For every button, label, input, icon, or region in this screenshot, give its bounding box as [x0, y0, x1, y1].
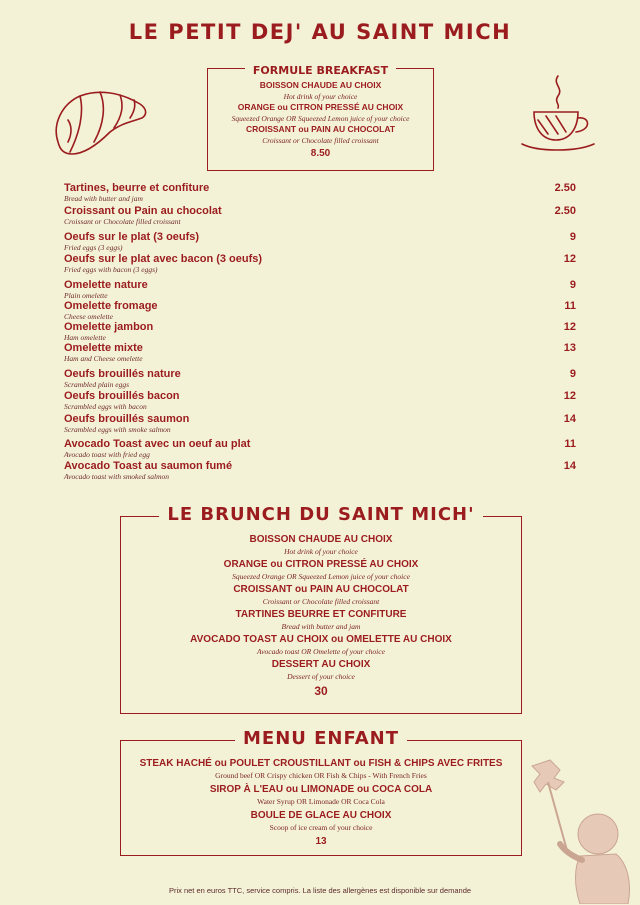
enfant-line-3: BOULE DE GLACE AU CHOIX — [250, 810, 392, 821]
item-price: 12 — [563, 321, 576, 333]
item-translation: Cheese omelette — [64, 312, 113, 321]
list-item — [64, 182, 576, 203]
brunch-line-4: TARTINES BEURRE ET CONFITURE — [235, 609, 407, 620]
item-price: 9 — [569, 279, 576, 291]
enfant-line-2: SIROP À L'EAU ou LIMONADE ou COCA COLA — [209, 784, 433, 795]
item-name: Omelette mixte — [64, 342, 143, 354]
item-name: Omelette nature — [64, 279, 148, 291]
item-name: Oeufs brouillés bacon — [64, 390, 180, 402]
menu-enfant-box — [120, 728, 522, 856]
list-item — [64, 390, 576, 411]
coffee-cup-icon — [518, 72, 598, 154]
item-name: Oeufs sur le plat (3 oeufs) — [64, 231, 200, 243]
brunch-line-5: AVOCADO TOAST AU CHOIX ou OMELETTE AU CHOIX — [190, 634, 452, 645]
item-name: Omelette jambon — [64, 321, 154, 333]
list-item — [64, 279, 576, 300]
formule-line-2-en: Squeezed Orange OR Squeezed Lemon juice of your choice — [231, 114, 410, 123]
item-name: Omelette fromage — [64, 300, 158, 312]
item-translation: Croissant or Chocolate filled croissant — [64, 217, 181, 226]
item-translation: Scrambled eggs with smoke salmon — [64, 425, 171, 434]
formule-line-1: BOISSON CHAUDE AU CHOIX — [259, 80, 382, 90]
enfant-line-3-en: Scoop of ice cream of your choice — [269, 823, 373, 832]
list-item — [64, 342, 576, 363]
item-translation: Bread with butter and jam — [64, 194, 143, 203]
item-name: Croissant ou Pain au chocolat — [64, 205, 222, 217]
item-translation: Ham omelette — [64, 333, 106, 342]
croissant-icon — [50, 84, 150, 164]
item-price: 9 — [569, 231, 576, 243]
list-item — [64, 413, 576, 434]
item-price: 11 — [564, 300, 576, 312]
brunch-line-3-en: Croissant or Chocolate filled croissant — [262, 597, 380, 606]
item-translation: Avocado toast with fried egg — [64, 450, 150, 459]
formule-heading: FORMULE BREAKFAST — [245, 64, 396, 77]
enfant-price: 13 — [315, 836, 327, 847]
item-price: 12 — [563, 253, 576, 265]
brunch-line-1: BOISSON CHAUDE AU CHOIX — [249, 534, 393, 545]
item-price: 13 — [563, 342, 576, 354]
list-item — [64, 438, 576, 459]
formule-line-1-en: Hot drink of your choice — [283, 92, 358, 101]
brunch-line-2: ORANGE ou CITRON PRESSÉ AU CHOIX — [223, 559, 419, 570]
item-translation: Fried eggs with bacon (3 eggs) — [64, 265, 158, 274]
item-translation: Ham and Cheese omelette — [64, 354, 143, 363]
brunch-line-6-en: Dessert of your choice — [287, 672, 355, 681]
child-windmill-icon — [528, 756, 638, 904]
list-item — [64, 321, 576, 342]
item-name: Avocado Toast au saumon fumé — [64, 460, 233, 472]
item-translation: Fried eggs (3 eggs) — [64, 243, 123, 252]
item-name: Tartines, beurre et confiture — [64, 182, 210, 194]
list-item — [64, 300, 576, 321]
footer-note: Prix net en euros TTC, service compris. La liste des allergènes est disponible sur demande — [168, 886, 472, 895]
enfant-line-2-en: Water Syrup OR Limonade OR Coca Cola — [257, 797, 385, 806]
brunch-line-3: CROISSANT ou PAIN AU CHOCOLAT — [233, 584, 409, 595]
item-price: 14 — [563, 460, 576, 472]
item-name: Oeufs brouillés saumon — [64, 413, 190, 425]
list-item — [64, 205, 576, 226]
item-translation: Avocado toast with smoked salmon — [64, 472, 169, 481]
formule-breakfast-box — [207, 64, 434, 171]
item-translation: Plain omelette — [64, 291, 108, 300]
enfant-line-1: STEAK HACHÉ ou POULET CROUSTILLANT ou FISH & CHIPS AVEC FRITES — [139, 758, 503, 769]
brunch-line-1-en: Hot drink of your choice — [284, 547, 358, 556]
brunch-line-5-en: Avocado toast OR Omelette of your choice — [257, 647, 385, 656]
item-price: 2.50 — [554, 205, 576, 217]
item-price: 11 — [564, 438, 576, 450]
brunch-box — [120, 504, 522, 714]
list-item — [64, 231, 576, 252]
list-item — [64, 460, 576, 481]
item-price: 2.50 — [554, 182, 576, 194]
list-item — [64, 253, 576, 274]
formule-line-3: CROISSANT ou PAIN AU CHOCOLAT — [245, 124, 396, 134]
item-translation: Scrambled plain eggs — [64, 380, 129, 389]
enfant-heading: MENU ENFANT — [235, 728, 407, 749]
formule-price: 8.50 — [310, 148, 331, 159]
enfant-line-1-en: Ground beef OR Crispy chicken OR Fish & Chips - With French Fries — [215, 771, 427, 780]
item-name: Oeufs brouillés nature — [64, 368, 181, 380]
brunch-price: 30 — [314, 684, 328, 698]
item-translation: Scrambled eggs with bacon — [64, 402, 147, 411]
list-item — [64, 368, 576, 389]
item-name: Avocado Toast avec un oeuf au plat — [64, 438, 251, 450]
item-price: 14 — [563, 413, 576, 425]
formule-line-3-en: Croissant or Chocolate filled croissant — [262, 136, 379, 145]
brunch-line-6: DESSERT AU CHOIX — [271, 659, 371, 670]
formule-line-2: ORANGE ou CITRON PRESSÉ AU CHOIX — [237, 102, 404, 112]
page-title: LE PETIT DEJ' AU SAINT MICH — [128, 20, 512, 44]
brunch-heading: LE BRUNCH DU SAINT MICH' — [159, 504, 482, 525]
item-price: 12 — [563, 390, 576, 402]
brunch-line-4-en: Bread with butter and jam — [281, 622, 361, 631]
item-price: 9 — [569, 368, 576, 380]
brunch-line-2-en: Squeezed Orange OR Squeezed Lemon juice of your choice — [232, 572, 410, 581]
item-name: Oeufs sur le plat avec bacon (3 oeufs) — [64, 253, 263, 265]
